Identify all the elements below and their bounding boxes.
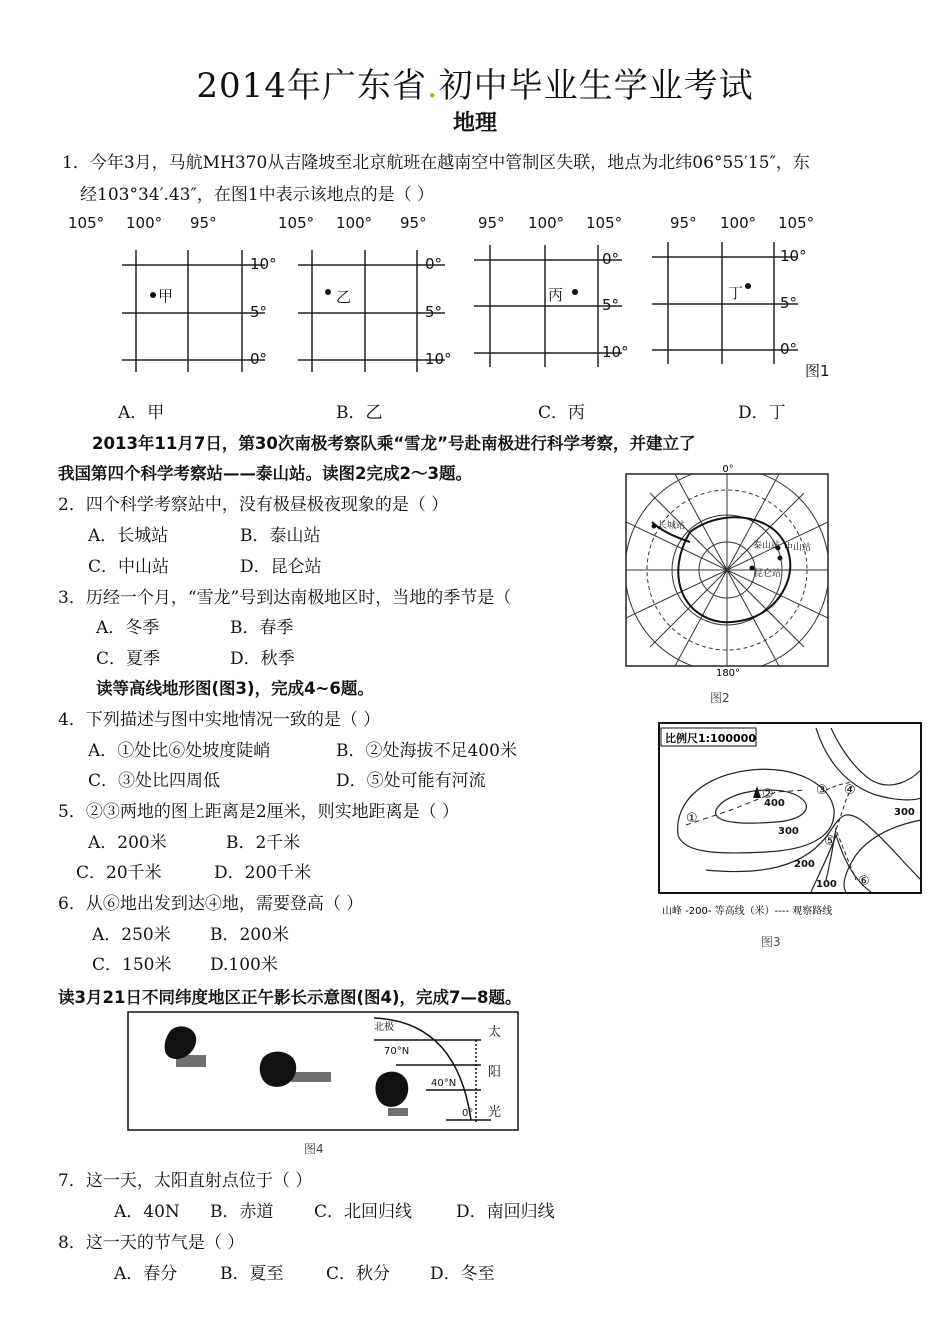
marker-3: ③: [816, 783, 828, 798]
grid-3: [474, 214, 629, 367]
page-subtitle: 地理: [452, 111, 497, 136]
grid3-lat-3: 10°: [602, 343, 629, 361]
grid1-point-label: 甲: [158, 287, 174, 305]
marker-1: ①: [686, 811, 698, 826]
fig1-caption: 图1: [805, 362, 830, 380]
figure-2-antarctica-map: [620, 462, 840, 712]
fig4-label-70n: 70°N: [384, 1046, 410, 1057]
grid4-point-label: 丁: [728, 284, 744, 302]
fig4-sun-2: 阳: [488, 1065, 502, 1080]
grid2-lon-1: 105°: [278, 214, 315, 232]
q6-option-b[interactable]: B．200米: [210, 925, 289, 945]
intro-q2-3-line2: 我国第四个科学考察站——泰山站。读图2完成2～3题。: [58, 464, 472, 483]
contour-label-300-right: 300: [894, 807, 915, 818]
q3-option-b[interactable]: B．春季: [230, 618, 294, 638]
q6-option-a[interactable]: A．250米: [92, 925, 171, 945]
contour-label-200: 200: [794, 859, 815, 870]
q1-option-b[interactable]: B．乙: [336, 403, 383, 423]
q8-option-c[interactable]: C．秋分: [326, 1264, 391, 1284]
fig4-sun-3: 光: [488, 1105, 502, 1120]
grid2-lon-2: 100°: [336, 214, 373, 232]
grid3-lat-2: 5°: [602, 296, 620, 314]
q1-option-a[interactable]: A．甲: [118, 403, 165, 423]
marker-6: ⑥: [858, 874, 870, 889]
fig4-label-0: 0°: [462, 1108, 474, 1119]
figure-4-shadow-diagram: [126, 1010, 526, 1160]
q3-option-d[interactable]: D．秋季: [230, 649, 295, 669]
marker-2: ②: [762, 787, 774, 802]
grid1-lon-3: 95°: [190, 214, 217, 232]
q6-option-d[interactable]: D.100米: [210, 955, 278, 975]
figure-1: [60, 210, 860, 385]
intro-q4-6: 读等高线地形图(图3)，完成4~6题。: [96, 679, 374, 698]
q4-option-a[interactable]: A．①处比⑥处坡度陡峭: [88, 741, 271, 761]
q2-option-a[interactable]: A．长城站: [88, 526, 169, 546]
station-zhongshan: 中山站: [784, 543, 812, 553]
page-title: 2014年广东省.初中毕业生学业考试: [196, 66, 754, 106]
q7-option-b[interactable]: B．赤道: [210, 1202, 274, 1222]
grid-1: [68, 214, 277, 372]
grid2-lat-3: 10°: [425, 350, 452, 368]
q8-option-a[interactable]: A．春分: [114, 1264, 178, 1284]
q4-option-d[interactable]: D．⑤处可能有河流: [336, 771, 486, 791]
q3-stem: 3．历经一个月，“雪龙”号到达南极地区时，当地的季节是（: [58, 588, 512, 608]
q2-stem: 2．四个科学考察站中，没有极昼极夜现象的是（ ）: [58, 495, 449, 515]
q4-stem: 4．下列描述与图中实地情况一致的是（ ）: [58, 710, 381, 730]
grid1-lat-1: 10°: [250, 255, 277, 273]
q5-stem: 5．②③两地的图上距离是2厘米，则实地距离是（ ）: [58, 802, 460, 822]
grid2-lat-2: 5°: [425, 303, 443, 321]
grid2-point-label: 乙: [336, 288, 352, 306]
marker-4: ④: [844, 783, 856, 798]
station-kunlun: 昆仑站: [754, 569, 782, 579]
q8-option-d[interactable]: D．冬至: [430, 1264, 495, 1284]
q7-option-c[interactable]: C．北回归线: [314, 1202, 413, 1222]
fig3-scale: 比例尺1:100000: [665, 732, 756, 745]
intro-q7-8: 读3月21日不同纬度地区正午影长示意图(图4)，完成7—8题。: [58, 988, 522, 1007]
grid2-lat-1: 0°: [425, 255, 443, 273]
q4-option-c[interactable]: C．③处比四周低: [88, 771, 221, 791]
grid-2: [278, 214, 452, 372]
grid4-lat-1: 10°: [780, 247, 807, 265]
figure-3-contour-map: [656, 720, 926, 955]
q2-option-d[interactable]: D．昆仑站: [240, 557, 322, 577]
q7-option-a[interactable]: A．40N: [114, 1202, 180, 1222]
fig2-caption: 图2: [710, 691, 730, 705]
grid1-lat-3: 0°: [250, 350, 268, 368]
q3-option-c[interactable]: C．夏季: [96, 649, 161, 669]
grid4-lon-3: 105°: [778, 214, 815, 232]
contour-label-100: 100: [816, 879, 837, 890]
intro-q2-3-line1: 2013年11月7日，第30次南极考察队乘“雪龙”号赴南极进行科学考察，并建立了: [92, 434, 696, 453]
fig3-caption: 图3: [761, 935, 781, 949]
grid3-point-label: 丙: [548, 286, 564, 304]
grid-4: [652, 214, 814, 364]
grid1-lon-1: 105°: [68, 214, 105, 232]
q1-option-c[interactable]: C．丙: [538, 403, 586, 423]
q5-option-d[interactable]: D．200千米: [214, 863, 312, 883]
q5-option-b[interactable]: B．2千米: [226, 833, 301, 853]
fig4-sun-1: 太: [488, 1025, 502, 1040]
q1-stem-line1: 1．今年3月，马航MH370从吉隆坡至北京航班在越南空中管制区失联，地点为北纬06°55′15″，东: [62, 153, 810, 173]
q1-option-d[interactable]: D．丁: [738, 403, 786, 423]
fig3-legend: 山峰 -200- 等高线（米）---- 观察路线: [662, 906, 833, 917]
grid4-lon-2: 100°: [720, 214, 757, 232]
q3-option-a[interactable]: A．冬季: [96, 618, 160, 638]
grid4-lat-2: 5°: [780, 294, 798, 312]
fig4-label-40n: 40°N: [431, 1078, 457, 1089]
q6-option-c[interactable]: C．150米: [92, 955, 172, 975]
grid4-lon-1: 95°: [670, 214, 697, 232]
grid3-lon-1: 95°: [478, 214, 505, 232]
grid3-lon-3: 105°: [586, 214, 623, 232]
q8-stem: 8．这一天的节气是（ ）: [58, 1233, 245, 1253]
q4-option-b[interactable]: B．②处海拔不足400米: [336, 741, 517, 761]
q7-stem: 7．这一天，太阳直射点位于（ ）: [58, 1171, 313, 1191]
grid1-lat-2: 5°: [250, 303, 268, 321]
fig2-bottom-label: 180°: [715, 668, 741, 679]
contour-label-300: 300: [778, 826, 799, 837]
q8-option-b[interactable]: B．夏至: [220, 1264, 284, 1284]
fig4-label-north-pole: 北极: [374, 1022, 394, 1033]
q2-option-b[interactable]: B．泰山站: [240, 526, 321, 546]
q6-stem: 6．从⑥地出发到达④地，需要登高（ ）: [58, 894, 364, 914]
q5-option-c[interactable]: C．20千米: [76, 863, 162, 883]
grid2-lon-3: 95°: [400, 214, 427, 232]
grid3-lon-2: 100°: [528, 214, 565, 232]
grid3-lat-1: 0°: [602, 250, 620, 268]
grid1-lon-2: 100°: [126, 214, 163, 232]
q5-option-a[interactable]: A．200米: [88, 833, 167, 853]
fig4-caption: 图4: [304, 1142, 324, 1156]
grid4-lat-3: 0°: [780, 340, 798, 358]
contour-label-400: 400: [764, 798, 785, 809]
marker-5: ⑤: [824, 834, 836, 849]
station-taishan: 泰山站: [753, 541, 781, 551]
fig2-top-label: 0°: [722, 464, 734, 475]
q7-option-d[interactable]: D．南回归线: [456, 1202, 555, 1222]
q1-stem-line2: 经103°34′.43″，在图1中表示该地点的是（ ）: [80, 185, 435, 205]
station-changcheng: 长城站: [658, 521, 686, 531]
q2-option-c[interactable]: C．中山站: [88, 557, 170, 577]
